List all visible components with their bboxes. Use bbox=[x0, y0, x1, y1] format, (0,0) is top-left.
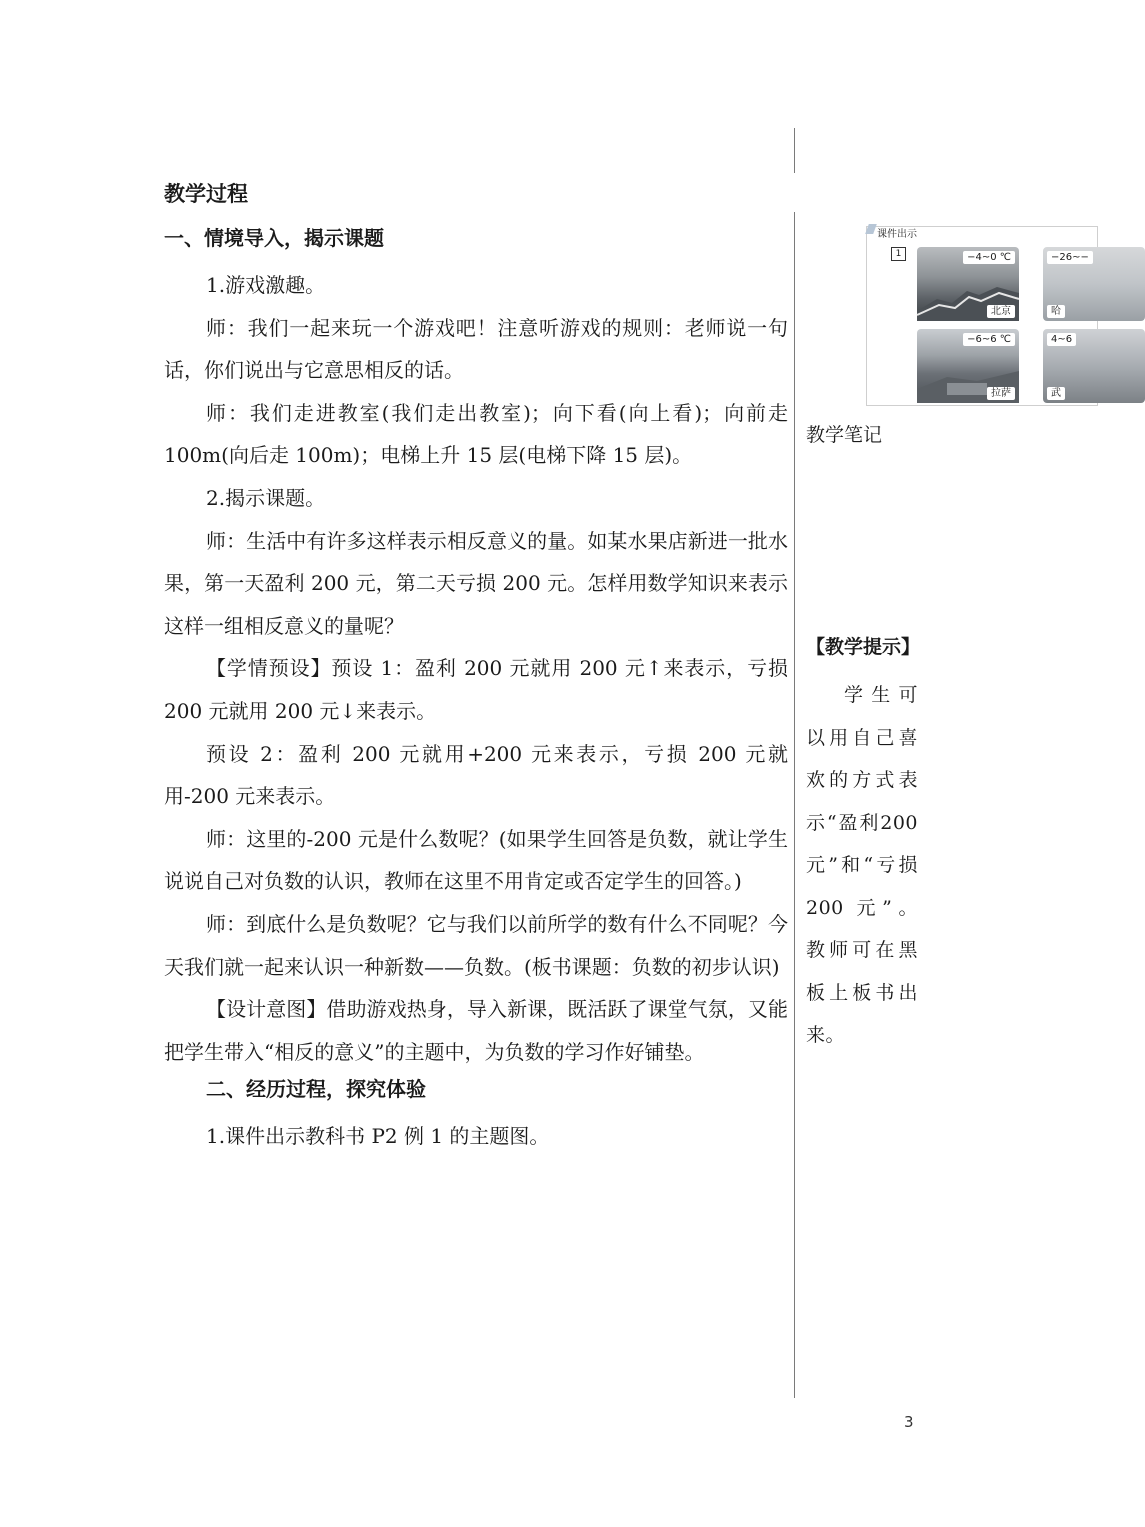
paragraph: 师：生活中有许多这样表示相反意义的量。如某水果店新进一批水果，第一天盈利 200 元，第二天亏损 200 元。怎样用数学知识来表示这样一组相反意义的量呢？ bbox=[164, 528, 788, 638]
city-label: 拉萨 bbox=[987, 387, 1015, 400]
paragraph: 师：这里的-200 元是什么数呢？(如果学生回答是负数，就让学生说说自己对负数的认识，教师在这里不用肯定或否定学生的回答。) bbox=[164, 826, 788, 894]
section-title-2: 二、经历过程，探究体验 bbox=[206, 1077, 426, 1102]
column-divider-top bbox=[794, 128, 795, 173]
paragraph: 师：到底什么是负数呢？它与我们以前所学的数有什么不同呢？今天我们就一起来认识一种新数——负数。(板书课题：负数的初步认识) bbox=[164, 911, 788, 979]
section-title-1: 一、情境导入，揭示课题 bbox=[164, 226, 384, 250]
paragraph: 师：我们走进教室(我们走出教室)；向下看(向上看)；向前走100m(向后走 100m)；电梯上升 15 层(电梯下降 15 层)。 bbox=[164, 400, 788, 468]
courseware-label: 课件出示 bbox=[877, 229, 917, 240]
teaching-tip-body: 学生可以用自己喜欢的方式表示“盈利200元”和“亏损200 元”。教师可在黑板上板书出来。 bbox=[806, 684, 918, 1046]
temperature-label: 4~6 bbox=[1047, 333, 1076, 346]
page-heading: 教学过程 bbox=[164, 182, 248, 206]
temperature-label: −26~− bbox=[1047, 251, 1093, 264]
figure-number: 1 bbox=[891, 247, 906, 261]
paragraph: 1.游戏激趣。 bbox=[206, 273, 326, 297]
temperature-label: −4~0 ℃ bbox=[963, 251, 1015, 264]
paragraph: 2.揭示课题。 bbox=[206, 485, 326, 510]
city-photo-lhasa bbox=[917, 329, 1019, 403]
paragraph: 师：我们一起来玩一个游戏吧！注意听游戏的规则：老师说一句话，你们说出与它意思相反的话。 bbox=[164, 315, 788, 383]
teaching-notes-title: 教学笔记 bbox=[806, 424, 883, 446]
column-divider bbox=[794, 212, 795, 1398]
paragraph: 预设 2：盈利 200 元就用+200 元来表示，亏损 200 元就用-200 元来表示。 bbox=[164, 741, 788, 809]
main-content bbox=[164, 178, 788, 1158]
courseware-panel bbox=[866, 226, 1098, 406]
paragraph: 【设计意图】借助游戏热身，导入新课，既活跃了课堂气氛，又能把学生带入“相反的意义”的主题中，为负数的学习作好铺垫。 bbox=[164, 997, 788, 1064]
paragraph: 【学情预设】预设 1：盈利 200 元就用 200 元↑来表示，亏损 200 元就用 200 元↓来表示。 bbox=[164, 656, 788, 723]
teaching-tip-title: 【教学提示】 bbox=[806, 636, 921, 658]
temperature-label: −6~6 ℃ bbox=[963, 333, 1015, 346]
city-photo-harbin bbox=[1043, 247, 1145, 321]
city-label: 哈 bbox=[1047, 305, 1065, 318]
tab-marker-icon bbox=[865, 224, 877, 234]
city-label: 武 bbox=[1047, 387, 1065, 400]
paragraph: 1.课件出示教科书 P2 例 1 的主题图。 bbox=[206, 1124, 550, 1149]
city-photo-wuhan bbox=[1043, 329, 1145, 403]
city-label: 北京 bbox=[987, 305, 1015, 318]
page-number: 3 bbox=[904, 1413, 914, 1431]
city-photo-beijing bbox=[917, 247, 1019, 321]
